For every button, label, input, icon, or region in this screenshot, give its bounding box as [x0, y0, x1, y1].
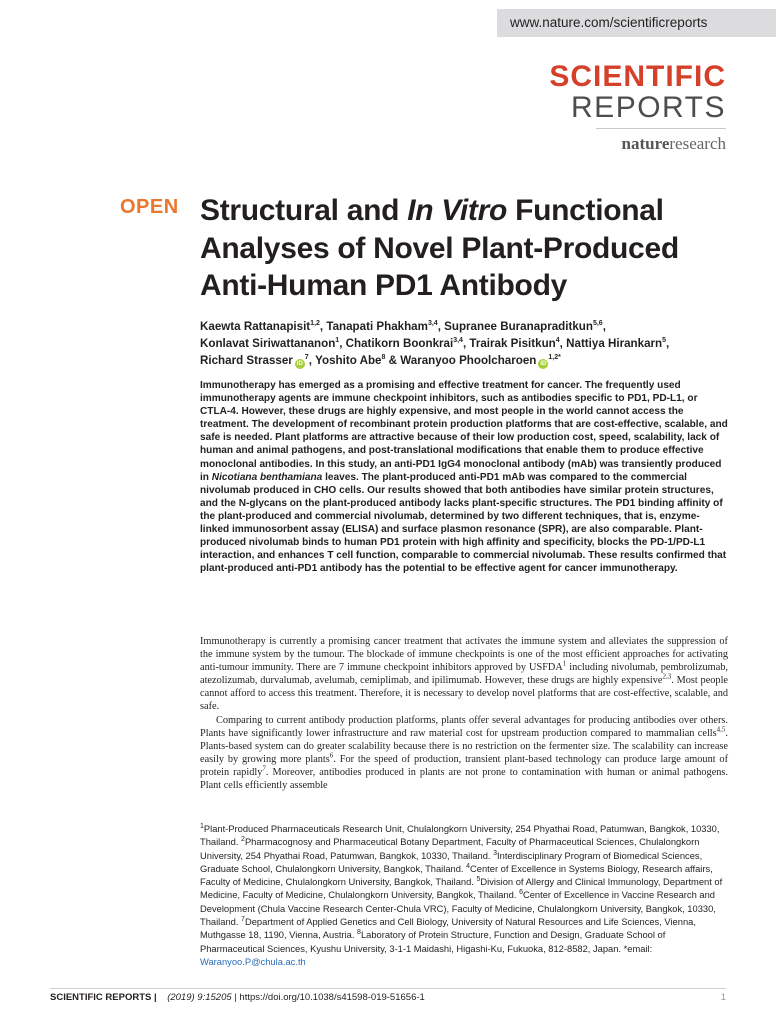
title-part-2: In Vitro — [407, 194, 508, 227]
footer-divider — [50, 988, 726, 989]
author: Kaewta Rattanapisit$^{1,2}$ — [200, 320, 320, 333]
author: Trairak Pisitkun$^4$ — [469, 337, 560, 350]
open-access-label: OPEN — [120, 196, 179, 218]
footer-citation — [50, 992, 425, 1003]
author: Tanapati Phakham$^{3,4}$ — [326, 320, 438, 333]
abstract: Immunotherapy has emerged as a promising and effective treatment for cancer. The frequently used immunotherapy agents are immune checkpoint inhibitors, such as antibodies specific to PD1, PD-L1, or CTLA-4. However, these drugs are highly expensive, and most people in the world cannot access the treatment. The development of recombinant protein production platforms that are cost-effective, scalable, and safe is needed. Plant platforms are attractive because of their low production cost, speed, scalability, lack of human and animal pathogens, and post-translational modifications that enable them to produce effective monoclonal antibodies. In this study, an anti-PD1 IgG4 monoclonal antibody (mAb) was transiently produced in Nicotiana benthamiana leaves. The plant-produced anti-PD1 mAb was compared to the commercial nivolumab produced in CHO cells. Our results showed that both antibodies have similar protein structures, and the N-glycans on the plant-produced antibody lacks plant-specific structures. The PD1 binding affinity of the plant-produced and commercial nivolumab, determined by two different techniques, that is, enzyme-linked immunosorbent assay (ELISA) and surface plasmon resonance (SPR), are also comparable. Plant-produced nivolumab binds to human PD1 protein with high affinity and specificity, blocks the PD-1/PD-L1 interaction, and enhances T cell function, comparable to commercial nivolumab. These results confirmed that plant-produced anti-PD1 antibody has the potential to be effective agent for cancer immunotherapy. — [200, 380, 728, 575]
footer-doi[interactable]: | https://doi.org/10.1038/s41598-019-51656-1 — [234, 992, 425, 1003]
journal-logo — [549, 62, 726, 124]
author: Chatikorn Boonkrai$^{3,4}$ — [345, 337, 463, 350]
title-part-3: Functional Analyses of Novel Plant-Produced Anti-Human PD1 Antibody — [200, 194, 679, 302]
orcid-icon[interactable]: iD — [296, 361, 303, 367]
article-title — [200, 192, 740, 305]
logo-scientific: SCIENTIFIC — [549, 60, 726, 93]
paragraph: Comparing to current antibody production platforms, plants offer several advantages for producing antibodies over others. Plants have significantly lower infrastructure and raw material cost for upstream production compared to mammalian cells$^{4,5}$. Plants-based system can do greater scalability because there is no restriction on the fermenter size. The scalability can increase easily by growing more plants$^6$. For the speed of production, transient plant-based technology can produce large amount of protein rapidly$^7$. Moreover, antibodies produced in plants are not prone to contamination with human or animal pathogens. Plant cells efficiently assemble — [200, 714, 729, 792]
affiliations: $^1$Plant-Produced Pharmaceuticals Research Unit, Chulalongkorn University, 254 Phyathai Road, Patumwan, Bangkok, 10330, Thailand. $^2$Pharmacognosy and Pharmaceutical Botany Department, Faculty of Pharmaceutical Sciences, Chulalongkorn University, 254 Phyathai Road, Patumwan, Bangkok, 10330, Thailand. $^3$Interdisciplinary Program of Biomedical Sciences, Graduate School, Chulalongkorn University, Bangkok, Thailand. $^4$Center of Excellence in Systems Biology, Research affairs, Faculty of Medicine, Chulalongkorn University, Bangkok, Thailand. $^5$Division of Allergy and Clinical Immunology, Department of Medicine, Faculty of Medicine, Chulalongkorn University, Bangkok, Thailand. $^6$Center of Excellence in Vaccine Research and Development (Chula Vaccine Research Center-Chula VRC), Faculty of Medicine, Chulalongkorn University, Bangkok, 10330, Thailand. $^7$Department of Applied Genetics and Cell Biology, University of Natural Resources and Life Sciences, Vienna, Muthgasse 18, 1190, Vienna, Austria. $^8$Laboratory of Protein Structure, Function and Design, Graduate School of Pharmaceutical Sciences, Kyushu University, 3-1-1 Maidashi, Higashi-Ku, Fukuoka, 812-8582, Japan. *email: Waranyoo.P@chula.ac.th — [200, 822, 723, 967]
author: Waranyoo Phoolcharoen $iD^{1,2*}$ — [400, 354, 561, 367]
species-name: Nicotiana benthamiana — [211, 471, 323, 483]
footer-journal: SCIENTIFIC REPORTS | — [50, 992, 157, 1003]
footer-year-volume: (2019) 9:15205 — [167, 992, 232, 1003]
publisher-logo — [622, 134, 726, 154]
paragraph: Immunotherapy is currently a promising cancer treatment that activates the immune system and alleviates the suppression of the immune system by the tumour. The blockade of immune checkpoints is one of the most efficient approaches for activating anti-tumour immunity. There are 7 immune checkpoint inhibitors approved by USFDA$^1$ including nivolumab, pembrolizumab, atezolizumab, durvalumab, avelumab, cemiplimab, and ipilimumab. However, these drugs are highly expensive$^{2,3}$. Most people cannot afford to access this treatment. Therefore, it is necessary to develop novel platforms that are cost-effective, scalable, and safe. — [200, 636, 729, 713]
body-text — [200, 635, 728, 792]
publisher-nature: nature — [621, 134, 670, 153]
publisher-research: research — [669, 134, 726, 153]
logo-reports: REPORTS — [571, 91, 726, 124]
email-label: *email: — [623, 943, 653, 954]
author: Yoshito Abe$^8$ — [315, 354, 386, 367]
citation-ref[interactable]: 7 — [262, 764, 266, 773]
citation-ref[interactable]: 2,3 — [662, 672, 672, 681]
logo-divider — [596, 128, 726, 129]
title-part-1: Structural and — [200, 194, 408, 227]
citation-ref[interactable]: 1 — [562, 659, 567, 668]
author: Richard Strasser $iD^7$ — [200, 354, 309, 367]
author: Konlavat Siriwattananon$^1$ — [200, 337, 340, 350]
citation-ref[interactable]: 6 — [329, 751, 334, 760]
page-number: 1 — [720, 992, 726, 1003]
author: Supranee Buranapraditkun$^{5,6}$ — [444, 320, 603, 333]
journal-url[interactable]: www.nature.com/scientificreports — [497, 9, 776, 37]
author-list: Kaewta Rattanapisit$^{1,2}$, Tanapati Phakham$^{3,4}$, Supranee Buranapraditkun$^{5,6}$, Konlavat Siriwattananon$^1$, Chatikorn Boonkrai$^{3,4}$, Trairak Pisitkun$^4$, Nattiya Hirankarn$^5$, Richard Strasser $iD^7$, Yoshito Abe$^8$ & Waranyoo Phoolcharoen $iD^{1,2*}$ — [200, 320, 670, 367]
email-link[interactable]: Waranyoo.P@chula.ac.th — [200, 956, 306, 967]
citation-ref[interactable]: 4,5 — [716, 725, 726, 734]
orcid-icon[interactable]: iD — [540, 361, 547, 367]
author: Nattiya Hirankarn$^5$ — [566, 337, 667, 350]
